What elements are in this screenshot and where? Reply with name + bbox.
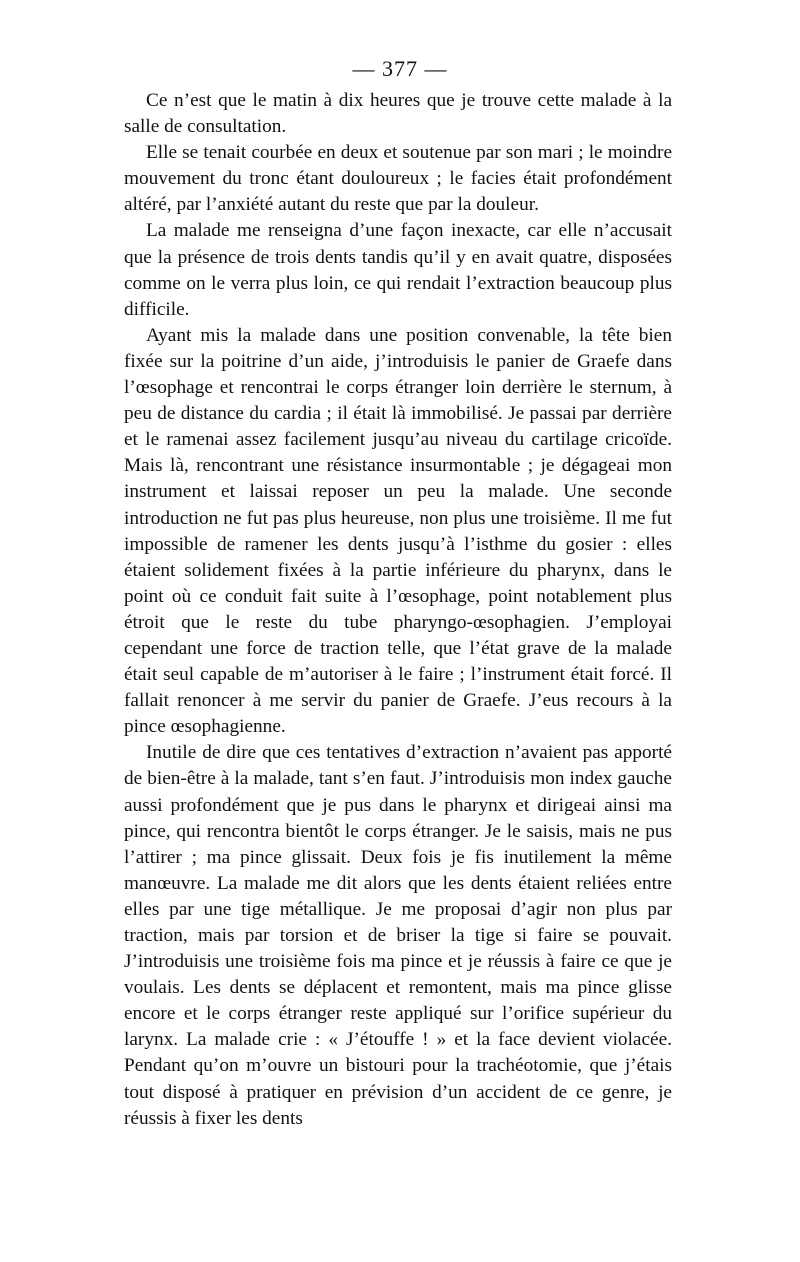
paragraph-2: Elle se tenait courbée en deux et soutenue par son mari ; le moindre mouvement du tronc étant douloureux ; le facies était profondément altéré, par l’anxiété autant du reste que par la douleur. <box>124 142 672 216</box>
body-text <box>124 88 672 1132</box>
paragraph-1: Ce n’est que le matin à dix heures que je trouve cette malade à la salle de consultation. <box>124 90 672 138</box>
paragraph-5: Inutile de dire que ces tentatives d’extraction n’avaient pas apporté de bien-être à la malade, tant s’en faut. J’introduisis mon index gauche aussi profondément que je pus dans le pharynx et dirigeai ainsi ma pince, qui rencontra bientôt le corps étranger. Je le saisis, mais ne pus l’attirer ; ma pince glissait. Deux fois je fis inutilement la même manœuvre. La malade me dit alors que les dents étaient reliées entre elles par une tige métallique. Je me proposai d’agir non plus par traction, mais par torsion et de briser la tige si faire se pouvait. J’introduisis une troisième fois ma pince et je réussis à faire ce que je voulais. Les dents se déplacent et remontent, mais ma pince glisse encore et le corps étranger reste appliqué sur l’orifice supérieur du larynx. La malade crie : « J’étouffe ! » et la face devient violacée. Pendant qu’on m’ouvre un bistouri pour la trachéotomie, que j’étais tout disposé à pratiquer en prévision d’un accident de ce genre, je réussis à fixer les dents <box>124 742 672 1129</box>
paragraph-4: Ayant mis la malade dans une position convenable, la tête bien fixée sur la poitrine d’un aide, j’introduisis le panier de Graefe dans l’œsophage et rencontrai le corps étranger loin derrière le sternum, à peu de distance du cardia ; il était là immobilisé. Je passai par derrière et le ramenai assez facilement jusqu’au niveau du cartilage cricoïde. Mais là, rencontrant une résistance insurmontable ; je dégageai mon instrument et laissai reposer un peu la malade. Une seconde introduction ne fut pas plus heureuse, non plus une troisième. Il me fut impossible de ramener les dents jusqu’à l’isthme du gosier : elles étaient solidement fixées à la partie inférieure du pharynx, dans le point où ce conduit fait suite à l’œsophage, point notablement plus étroit que le reste du tube pharyngo-œsophagien. J’employai cependant une force de traction telle, que l’état grave de la malade était seul capable de m’autoriser à le faire ; l’instrument était forcé. Il fallait renoncer à me servir du panier de Graefe. J’eus recours à la pince œsophagienne. <box>124 324 672 738</box>
paragraph-3: La malade me renseigna d’une façon inexacte, car elle n’accusait que la présence de trois dents tandis qu’il y en avait quatre, disposées comme on le verra plus loin, ce qui rendait l’extraction beaucoup plus difficile. <box>124 220 672 320</box>
page-number: — 377 — <box>352 56 448 81</box>
